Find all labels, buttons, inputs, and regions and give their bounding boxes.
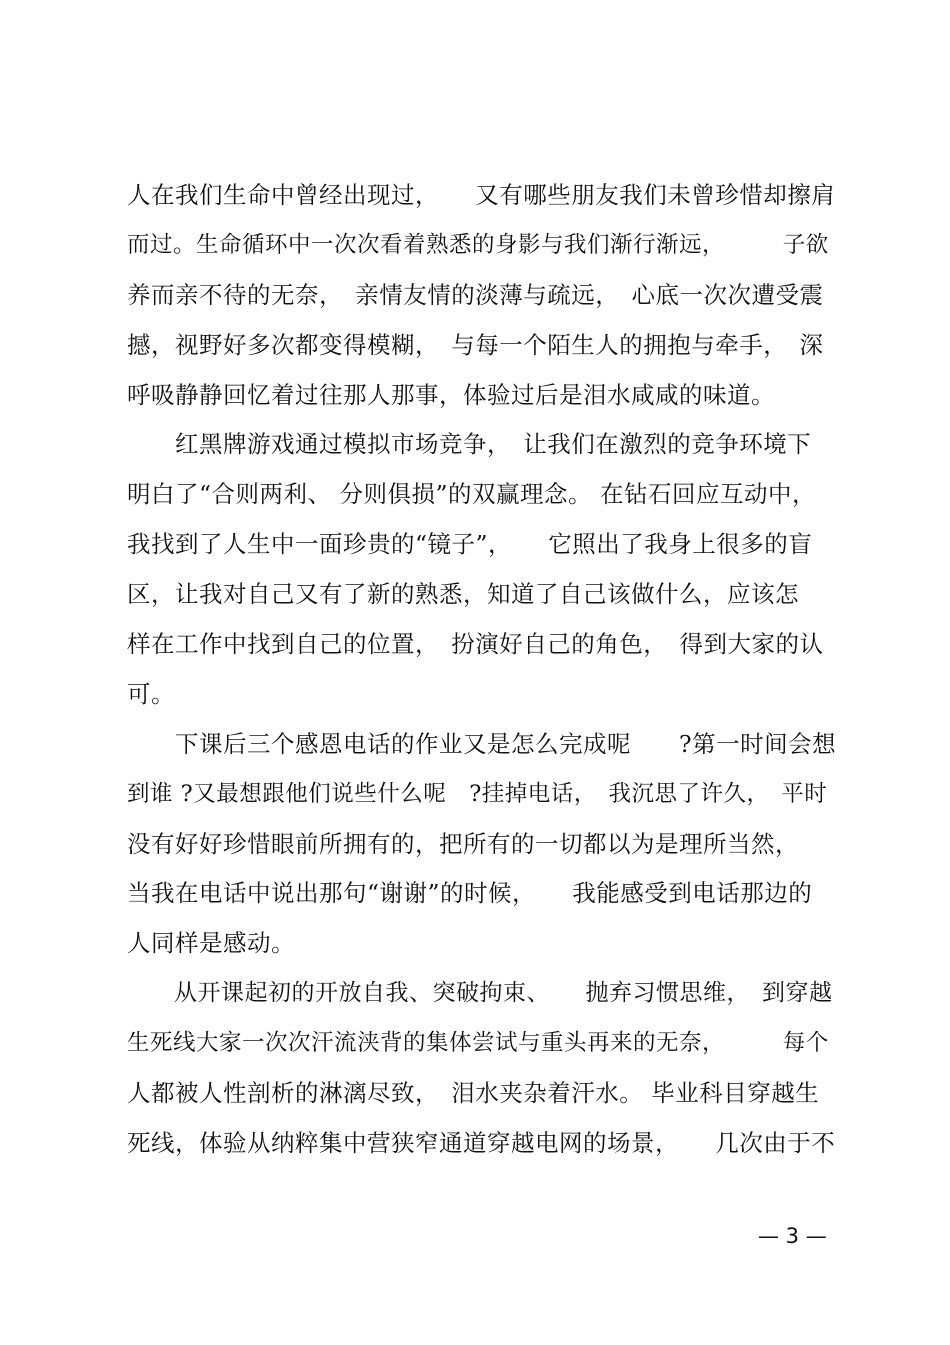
text-line: 下课后三个感恩电话的作业又是怎么完成呢 ?第一时间会想 — [127, 730, 837, 758]
text-line: 人在我们生命中曾经出现过， 又有哪些朋友我们未曾珍惜却擦肩 — [127, 181, 836, 209]
text-line: 从开课起初的开放自我、突破拘束、 抛弃习惯思维， 到穿越 — [127, 980, 833, 1006]
text-line: 而过。生命循环中一次次看着熟悉的身影与我们渐行渐远， 子欲 — [127, 232, 829, 258]
text-line: 到谁 ?又最想跟他们说些什么呢 ?挂掉电话， 我沉思了许久， 平时 — [127, 781, 828, 807]
page-number: — 3 — — [758, 1224, 827, 1248]
text-line: 人都被人性剖析的淋漓尽致， 泪水夹杂着汗水。 毕业科目穿越生 — [127, 1079, 820, 1107]
text-line: 样在工作中找到自己的位置， 扮演好自己的角色， 得到大家的认 — [127, 630, 824, 658]
text-line: 可。 — [127, 680, 175, 708]
text-line: 红黑牌游戏通过模拟市场竞争， 让我们在激烈的竞争环境下 — [127, 430, 812, 458]
text-line: 区，让我对自己又有了新的熟悉，知道了自己该做什么，应该怎 — [127, 580, 799, 608]
text-line: 我找到了人生中一面珍贵的“镜子”， 它照出了我身上很多的盲 — [127, 530, 813, 558]
text-line: 明白了“合则两利、 分则俱损”的双赢理念。 在钻石回应互动中， — [127, 480, 816, 508]
text-line: 生死线大家一次次汗流浃背的集体尝试与重头再来的无奈， 每个 — [127, 1030, 829, 1056]
text-line: 撼，视野好多次都变得模糊， 与每一个陌生人的拥抱与牵手， 深 — [127, 331, 824, 359]
text-line: 呼吸静静回忆着过往那人那事，体验过后是泪水咸咸的味道。 — [127, 381, 775, 409]
text-line: 当我在电话中说出那句“谢谢”的时候， 我能感受到电话那边的 — [127, 879, 813, 907]
text-line: 死线，体验从纳粹集中营狭窄通道穿越电网的场景， 几次由于不 — [127, 1129, 836, 1157]
text-line: 养而亲不待的无奈， 亲情友情的淡薄与疏远， 心底一次次遭受震 — [127, 281, 824, 309]
text-line: 人同样是感动。 — [127, 929, 295, 957]
text-line: 没有好好珍惜眼前所拥有的，把所有的一切都以为是理所当然， — [127, 830, 799, 858]
